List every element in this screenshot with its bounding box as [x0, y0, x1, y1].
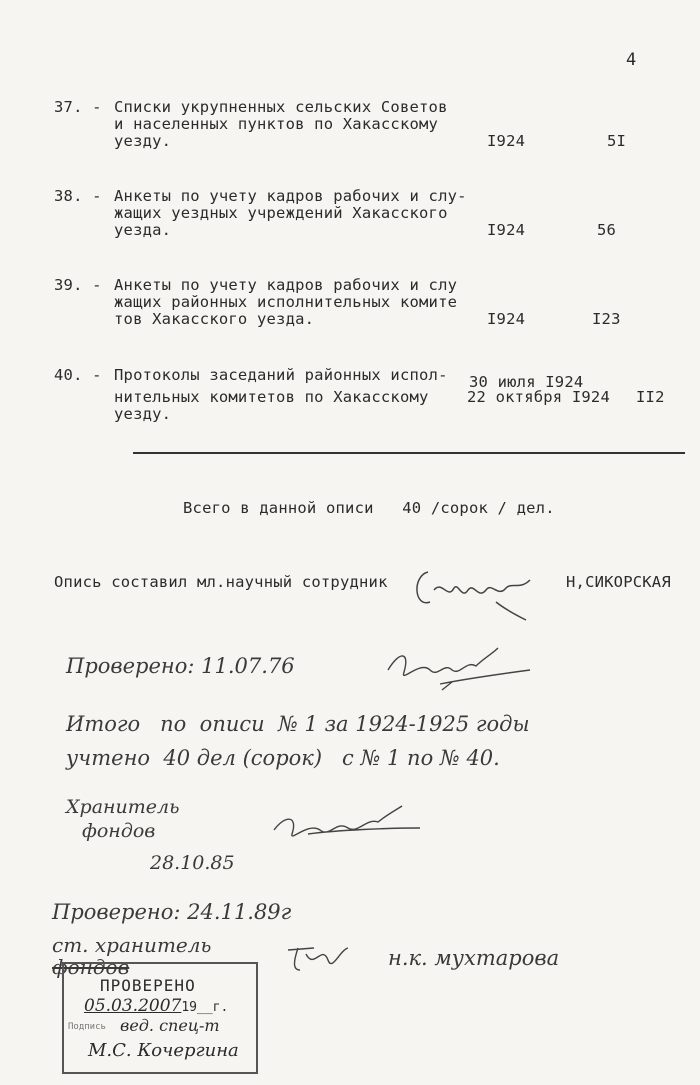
keeper-date: 28.10.85	[150, 852, 235, 874]
item-title-line: уезду.	[114, 405, 172, 423]
keeper2-title-line-1: ст. хранитель	[52, 933, 212, 957]
summary-line-2: учтено 40 дел (сорок) с № 1 по № 40.	[66, 746, 500, 770]
item-title-line: уезду.	[114, 132, 172, 150]
item-title-line: Протоколы заседаний районных испол-	[114, 366, 448, 384]
divider-line	[133, 452, 685, 454]
checker-signature-1	[380, 640, 535, 695]
checked-note-2: Проверено: 24.11.89г	[52, 900, 292, 924]
item-title-line: жащих уездных учреждений Хакасского	[114, 204, 448, 222]
item-number: 38. -	[54, 187, 102, 205]
summary-line-1: Итого по описи № 1 за 1924-1925 годы	[66, 712, 530, 736]
item-date: I924	[487, 132, 526, 150]
item-date: I924	[487, 310, 526, 328]
item-number: 40. -	[54, 366, 102, 384]
checked-note-1: Проверено: 11.07.76	[66, 654, 295, 678]
item-date-start: 30 июля I924	[469, 373, 584, 391]
compiler-name: Н,СИКОРСКАЯ	[566, 573, 671, 591]
keeper-title-line-1: Хранитель	[66, 796, 180, 818]
item-title-line: и населенных пунктов по Хакасскому	[114, 115, 439, 133]
item-number: 37. -	[54, 98, 102, 116]
compiler-signature	[408, 560, 543, 622]
item-title-line: нительных комитетов по Хакасскому	[114, 388, 429, 406]
stamp-signature-label: Подпись	[68, 1022, 106, 1032]
item-date: I924	[487, 221, 526, 239]
compiled-label: Опись составил мл.научный сотрудник	[54, 573, 388, 591]
item-title-line: Списки укрупненных сельских Советов	[114, 98, 448, 116]
item-title-line: Анкеты по учету кадров рабочих и слу	[114, 276, 458, 294]
page-number: 4	[626, 50, 637, 70]
item-title-line: жащих районных исполнительных комите	[114, 293, 458, 311]
keeper-signature	[268, 800, 428, 848]
keeper2-signature	[284, 940, 354, 980]
item-title-line: Анкеты по учету кадров рабочих и слу-	[114, 187, 467, 205]
keeper-title-line-2: фондов	[82, 820, 156, 842]
stamp-date: 05.03.200719__г.	[84, 996, 229, 1016]
item-count: 5I	[607, 132, 627, 150]
item-count: 56	[597, 221, 617, 239]
item-title-line: тов Хакасского уезда.	[114, 310, 315, 328]
keeper2-name: н.к. мухтарова	[388, 946, 560, 970]
item-count: II2	[636, 388, 665, 406]
item-date-end: 22 октября I924	[467, 388, 610, 406]
keeper2-title-line-2: фондов	[52, 955, 130, 979]
verification-stamp	[62, 962, 258, 1074]
total-line: Всего в данной описи 40 /сорок / дел.	[183, 499, 555, 517]
stamp-signature-line-1: вед. спец-т	[120, 1016, 220, 1035]
item-count: I23	[592, 310, 621, 328]
item-number: 39. -	[54, 276, 102, 294]
item-title-line: уезда.	[114, 221, 172, 239]
stamp-signature-line-2: М.С. Кочергина	[88, 1040, 239, 1061]
stamp-title: ПРОВЕРЕНО	[100, 976, 196, 995]
